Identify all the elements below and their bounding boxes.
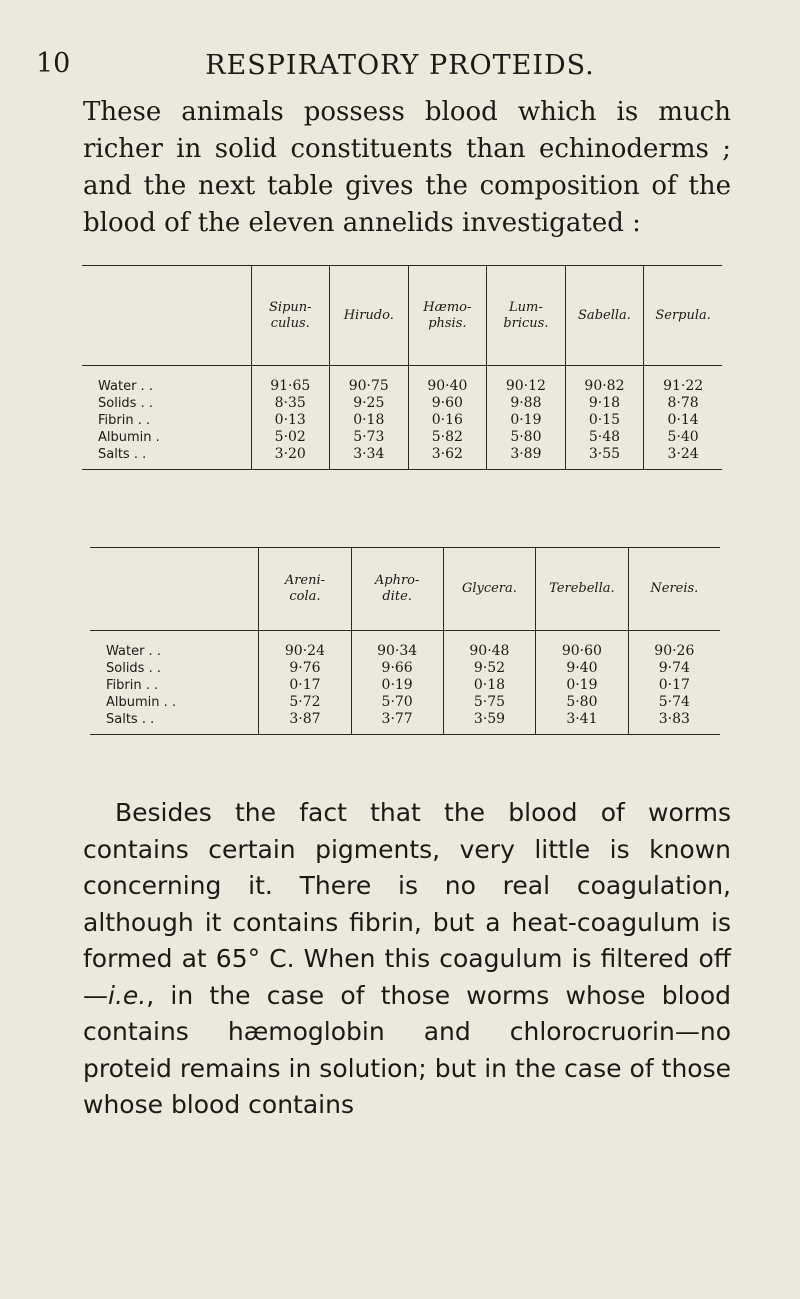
row-label: Fibrin . .	[106, 678, 159, 693]
table-cell: 3·24	[644, 446, 722, 470]
composition-table-2	[90, 547, 720, 735]
row-label: Salts . .	[106, 712, 155, 727]
table-cell: 90·48	[443, 631, 535, 661]
table-cell: 3·55	[565, 446, 644, 470]
table-cell: 5·82	[408, 429, 487, 446]
table-row	[90, 631, 720, 661]
table-cell: 9·40	[536, 660, 629, 677]
closing-text-2: , in the case of those worms whose blood contains hæmoglobin and chlorocruorin—no proteid remains in solution; but in the case of those whose blood contains	[83, 980, 731, 1119]
table-cell: 9·52	[443, 660, 535, 677]
column-header: Lum- bricus.	[487, 266, 566, 366]
column-header: Sabella.	[565, 266, 644, 366]
table-cell: 90·24	[259, 631, 351, 661]
column-header: Terebella.	[536, 548, 629, 631]
table-cell: 0·17	[628, 677, 720, 694]
table-cell: 3·20	[251, 446, 329, 470]
table-cell: 90·75	[330, 366, 409, 396]
table-cell: 5·02	[251, 429, 329, 446]
table-row	[82, 446, 722, 470]
table-cell: 9·60	[408, 395, 487, 412]
table-row	[90, 694, 720, 711]
table-cell: 9·25	[330, 395, 409, 412]
table-cell: 0·18	[443, 677, 535, 694]
column-header: Serpula.	[644, 266, 722, 366]
table-cell: 0·19	[487, 412, 566, 429]
table-cell: 5·40	[644, 429, 722, 446]
corner-cell	[82, 266, 251, 366]
closing-italic: i.e.	[108, 980, 147, 1010]
table-cell: 9·74	[628, 660, 720, 677]
closing-paragraph	[83, 795, 731, 1124]
column-header: Areni- cola.	[259, 548, 351, 631]
table-cell: 90·60	[536, 631, 629, 661]
table-row	[90, 660, 720, 677]
table-cell: 5·48	[565, 429, 644, 446]
row-label: Fibrin . .	[98, 413, 151, 428]
table-cell: 3·59	[443, 711, 535, 735]
table-cell: 5·74	[628, 694, 720, 711]
row-label: Water . .	[98, 379, 153, 394]
table-cell: 0·14	[644, 412, 722, 429]
table-cell: 3·77	[351, 711, 443, 735]
table-cell: 8·35	[251, 395, 329, 412]
table-cell: 5·73	[330, 429, 409, 446]
table-cell: 9·66	[351, 660, 443, 677]
column-header: Hirudo.	[330, 266, 409, 366]
table-row	[90, 711, 720, 735]
table-header-row	[82, 266, 722, 366]
closing-text-1: Besides the fact that the blood of worms contains certain pigments, very little is known concerning it. There is no real coagulation, although it contains fibrin, but a heat-coagulum is formed at 65° C. When this coagulum is filtered off—	[83, 798, 731, 1010]
table-row	[82, 429, 722, 446]
running-title: RESPIRATORY PROTEIDS.	[205, 50, 595, 81]
table-cell: 9·18	[565, 395, 644, 412]
table-cell: 3·87	[259, 711, 351, 735]
table-cell: 0·13	[251, 412, 329, 429]
table-cell: 0·15	[565, 412, 644, 429]
column-header: Nereis.	[628, 548, 720, 631]
table-cell: 5·72	[259, 694, 351, 711]
column-header: Glycera.	[443, 548, 535, 631]
table-row	[82, 412, 722, 429]
table-cell: 3·41	[536, 711, 629, 735]
table-cell: 8·78	[644, 395, 722, 412]
table-cell: 5·80	[487, 429, 566, 446]
table-cell: 90·34	[351, 631, 443, 661]
table-row	[90, 677, 720, 694]
table-cell: 0·18	[330, 412, 409, 429]
intro-paragraph: These animals possess blood which is much richer in solid constituents than echinoderms ; and the next table gives the composition of the blood of the eleven annelids investigated :	[83, 97, 731, 238]
table-cell: 91·22	[644, 366, 722, 396]
row-label: Salts . .	[98, 447, 147, 462]
row-label: Solids . .	[98, 396, 153, 411]
table-cell: 0·16	[408, 412, 487, 429]
column-header: Sipun- culus.	[251, 266, 329, 366]
page-number: 10	[36, 48, 71, 79]
table-cell: 0·19	[351, 677, 443, 694]
column-header: Aphro- dite.	[351, 548, 443, 631]
table-cell: 0·17	[259, 677, 351, 694]
table-row	[82, 366, 722, 396]
row-label: Solids . .	[106, 661, 161, 676]
composition-table-1	[82, 265, 722, 470]
table-header-row	[90, 548, 720, 631]
table-cell: 5·80	[536, 694, 629, 711]
table-cell: 9·88	[487, 395, 566, 412]
table-cell: 3·62	[408, 446, 487, 470]
table-cell: 5·70	[351, 694, 443, 711]
table-cell: 0·19	[536, 677, 629, 694]
table-cell: 90·40	[408, 366, 487, 396]
row-label: Albumin . .	[106, 695, 177, 710]
corner-cell	[90, 548, 259, 631]
table-cell: 9·76	[259, 660, 351, 677]
table-cell: 90·26	[628, 631, 720, 661]
row-label: Albumin .	[98, 430, 160, 445]
table-cell: 3·89	[487, 446, 566, 470]
table-cell: 90·12	[487, 366, 566, 396]
table-cell: 3·34	[330, 446, 409, 470]
table-row	[82, 395, 722, 412]
page-header	[0, 48, 800, 88]
row-label: Water . .	[106, 644, 161, 659]
table-cell: 5·75	[443, 694, 535, 711]
column-header: Hæmo- phsis.	[408, 266, 487, 366]
table-cell: 3·83	[628, 711, 720, 735]
table-cell: 90·82	[565, 366, 644, 396]
table-cell: 91·65	[251, 366, 329, 396]
